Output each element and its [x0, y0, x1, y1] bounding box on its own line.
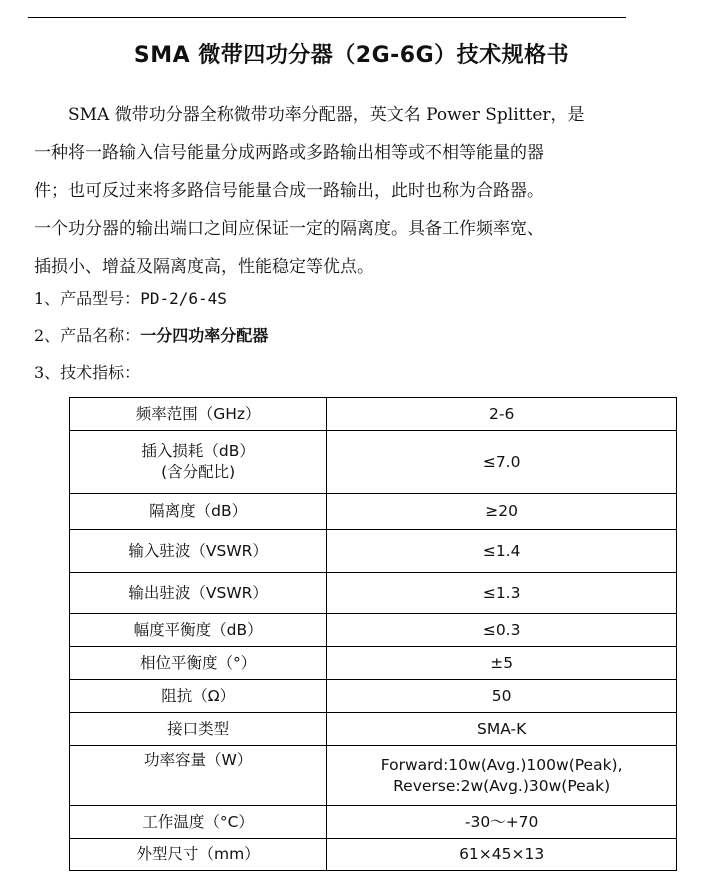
value-cell	[327, 431, 677, 494]
table-row	[70, 573, 677, 614]
value-text: ≤0.3	[482, 620, 521, 639]
param-cell	[70, 806, 327, 839]
spec-item-model	[34, 284, 674, 314]
value-cell	[327, 680, 677, 713]
table-row	[70, 647, 677, 680]
param-text: 相位平衡度（°）	[140, 653, 257, 672]
table-row	[70, 713, 677, 746]
spec-item-label: 3、技术指标：	[34, 363, 141, 382]
table-row	[70, 614, 677, 647]
value-text: ≤1.3	[482, 583, 521, 602]
param-cell	[70, 573, 327, 614]
param-cell	[70, 746, 327, 806]
value-text: -30～+70	[464, 812, 539, 831]
param-text: 功率容量（W）	[143, 751, 253, 769]
table-row	[70, 530, 677, 573]
param-cell	[70, 431, 327, 494]
param-text: 输入驻波（VSWR）	[128, 541, 268, 560]
param-cell	[70, 494, 327, 530]
table-row	[70, 680, 677, 713]
param-text: 阻抗（Ω）	[161, 686, 236, 705]
spec-item-label: 2、产品名称：	[34, 326, 141, 345]
value-text: 50	[491, 686, 512, 705]
value-cell	[327, 806, 677, 839]
value-cell	[327, 746, 677, 806]
table-row	[70, 806, 677, 839]
param-text: 输出驻波（VSWR）	[128, 583, 268, 602]
param-text: (含分配比)	[161, 463, 236, 481]
value-cell	[327, 713, 677, 746]
intro-line: SMA 微带功分器全称微带功率分配器，英文名 Power Splitter，是	[68, 105, 585, 125]
value-text: ≤1.4	[482, 541, 521, 560]
table-row	[70, 431, 677, 494]
param-cell	[70, 713, 327, 746]
header-rule	[28, 17, 626, 18]
param-cell	[70, 398, 327, 431]
param-cell	[70, 680, 327, 713]
value-cell	[327, 494, 677, 530]
param-cell	[70, 839, 327, 871]
value-cell	[327, 573, 677, 614]
value-cell	[327, 839, 677, 871]
param-text: 接口类型	[167, 719, 230, 738]
param-cell	[70, 530, 327, 573]
param-text: 频率范围（GHz）	[135, 404, 261, 423]
value-text: ≤7.0	[482, 452, 521, 471]
spec-table	[69, 397, 677, 871]
spec-item-value: PD-2/6-4S	[140, 289, 227, 308]
spec-item-value: 一分四功率分配器	[140, 326, 269, 345]
document-title: SMA 微带四功分器（2G-6G）技术规格书	[133, 43, 570, 68]
table-row	[70, 746, 677, 806]
value-cell	[327, 398, 677, 431]
intro-line: 一种将一路输入信号能量分成两路或多路输出相等或不相等能量的器	[34, 143, 544, 163]
value-text: ±5	[490, 653, 514, 672]
value-cell	[327, 530, 677, 573]
spec-item-technical	[34, 358, 674, 388]
value-text: SMA-K	[477, 719, 527, 738]
intro-paragraph	[34, 96, 674, 286]
param-cell	[70, 614, 327, 647]
param-text: 幅度平衡度（dB）	[133, 620, 263, 639]
value-text: ≥20	[485, 502, 518, 520]
table-row	[70, 839, 677, 871]
intro-line: 一个功分器的输出端口之间应保证一定的隔离度。具备工作频率宽、	[34, 219, 544, 239]
table-row	[70, 398, 677, 431]
param-text: 工作温度（°C）	[142, 812, 254, 831]
value-text: 61×45×13	[459, 845, 545, 863]
param-text: 外型尺寸（mm）	[136, 845, 260, 863]
intro-line: 插损小、增益及隔离度高，性能稳定等优点。	[34, 257, 374, 277]
spec-item-label: 1、产品型号：	[34, 289, 141, 308]
intro-line: 件；也可反过来将多路信号能量合成一路输出，此时也称为合路器。	[34, 181, 544, 201]
spec-item-name	[34, 321, 674, 351]
value-text: Reverse:2w(Avg.)30w(Peak)	[393, 776, 611, 795]
value-cell	[327, 647, 677, 680]
value-cell	[327, 614, 677, 647]
param-text: 隔离度（dB）	[149, 502, 248, 520]
value-text: Forward:10w(Avg.)100w(Peak),	[380, 755, 623, 774]
value-text: 2-6	[488, 404, 515, 423]
param-text: 插入损耗（dB）	[141, 442, 255, 460]
table-row	[70, 494, 677, 530]
param-cell	[70, 647, 327, 680]
